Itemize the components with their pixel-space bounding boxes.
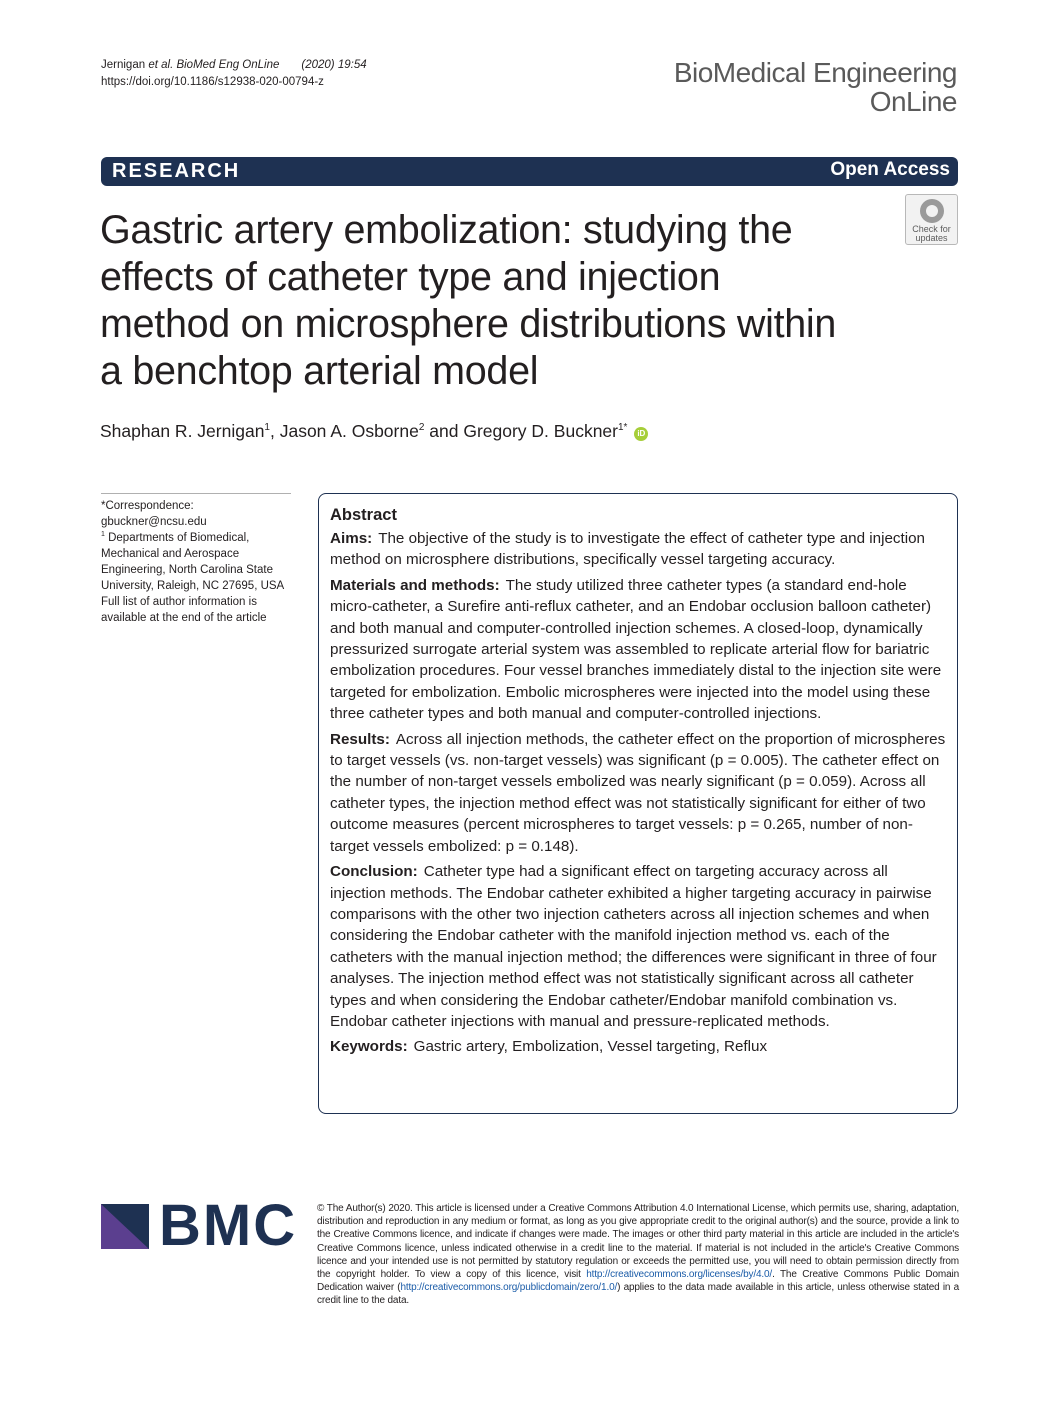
correspondence-sidebar <box>101 493 291 626</box>
author-affiliation-marker: 2 <box>418 422 425 434</box>
public-domain-link[interactable]: http://creativecommons.org/publicdomain/zero/1.0/ <box>400 1282 618 1294</box>
abstract-box <box>318 493 958 1114</box>
abstract-aims: Aims: The objective of the study is to investigate the effect of catheter type and injection method on microsphere distributions, specifically vessel targeting accuracy. <box>330 530 926 569</box>
author-name: Jason A. Osborne <box>279 421 419 441</box>
affiliation: $^1$ Departments of Biomedical, Mechanical and Aerospace Engineering, North Carolina State University, Raleigh, NC 27695, USA <box>101 531 285 592</box>
article-title: Gastric artery embolization: studying the effects of catheter type and injection method on microsphere distributions within a benchtop arterial model <box>100 208 837 393</box>
abstract-keywords: Keywords: Gastric artery, Embolization, Vessel targeting, Reflux <box>330 1038 768 1056</box>
license-link[interactable]: http://creativecommons.org/licenses/by/4.0/ <box>586 1269 773 1281</box>
check-for-updates-label: Check for updates <box>912 224 951 243</box>
author-affiliation-marker: 1* <box>617 422 628 434</box>
author-affiliation-marker: 1 <box>264 422 270 434</box>
abstract-results: Results: Across all injection methods, the catheter effect on the proportion of microspheres to target vessels (vs. non-target vessels) was significant (p = 0.005). The catheter effect on the number of non-target vessels embolized was nearly significant (p = 0.059). Across all catheter types, the injection method effect was not statistically significant for either of two outcome measures (percent microspheres to target vessels: p = 0.265, number of non-target vessels embolized: p = 0.148). <box>330 730 946 855</box>
open-access-label: Open Access <box>830 159 950 180</box>
publisher-logo <box>101 1193 301 1258</box>
article-type: RESEARCH <box>112 160 241 182</box>
correspondence-email[interactable]: gbuckner@ncsu.edu <box>101 516 207 528</box>
publisher-name: BMC <box>159 1193 298 1258</box>
article-type-band <box>101 157 958 186</box>
citation-year-volume: (2020) 19:54 <box>301 59 367 71</box>
journal-name-line2: OnLine <box>869 86 957 117</box>
citation-header <box>101 57 367 91</box>
check-for-updates-icon <box>920 199 944 223</box>
bmc-logo-icon <box>101 1204 149 1249</box>
citation-author: Jernigan <box>101 59 146 71</box>
author-name: Gregory D. Buckner <box>463 421 618 441</box>
author-name: Shaphan R. Jernigan <box>100 421 265 441</box>
journal-name-line1: BioMedical Engineering <box>673 57 957 88</box>
abstract-heading: Abstract <box>330 506 397 524</box>
abstract-conclusion: Conclusion: Catheter type had a significant effect on targeting accuracy across all injection methods. The Endobar catheter exhibited a higher targeting accuracy in pairwise comparisons with the other two injection catheters across all injection schemes and when considering the Endobar catheter with the manifold injection method vs. each of the catheters with the manual injection method; the differences were significant in three of four analyses. The injection method effect was not statistically significant across all catheter types and when considering the Endobar catheter/Endobar manifold combination vs. Endobar catheter injections with manual and pressure-replicated methods. <box>330 863 937 1030</box>
correspondence-label: *Correspondence: <box>101 500 194 512</box>
abstract-methods: Materials and methods: The study utilized three catheter types (a standard end-hole micro-catheter, a Surefire anti-reflux catheter, and an Endobar occlusion balloon catheter) and both manual and computer-controlled injection schemes. A closed-loop, dynamically pressurized surrogate arterial system was assembled to replicate arterial flow for bariatric embolization procedures. Four vessel branches immediately distal to the injection site were targeted for embolization. Embolic microspheres were injected into the model using these three catheter types and both manual and computer-controlled injections. <box>330 576 942 723</box>
doi-link[interactable]: https://doi.org/10.1186/s12938-020-00794-z <box>101 76 324 88</box>
author-info-note: Full list of author information is available at the end of the article <box>101 596 267 624</box>
citation-journal: et al. BioMed Eng OnLine <box>148 59 280 71</box>
journal-name <box>674 58 957 116</box>
author-list: Shaphan R. Jernigan$^1$, Jason A. Osborne$^2$ and Gregory D. Buckner$^{1*}$ iD <box>100 421 648 442</box>
license-text: © The Author(s) 2020. This article is licensed under a Creative Commons Attribution 4.0 International License, which permits use, sharing, adaptation, distribution and reproduction in any medium or format, as long as you give appropriate credit to the original author(s) and the source, provide a link to the Creative Commons licence, and indicate if changes were made. The images or other third party material in this article are included in the article's Creative Commons licence, unless indicated otherwise in a credit line to the material. If material is not included in the article's Creative Commons licence and your intended use is not permitted by statutory regulation or exceeds the permitted use, you will need to obtain permission directly from the copyright holder. To view a copy of this licence, visit http://creativecommons.org/licenses/by/4.0/. The Creative Commons Public Domain Dedication waiver (http://creativecommons.org/publicdomain/zero/1.0/) applies to the data made available in this article, unless otherwise stated in a credit line to the data. <box>317 1203 959 1307</box>
citation-line <box>101 57 367 74</box>
check-for-updates-button[interactable] <box>905 194 958 245</box>
orcid-icon[interactable]: iD <box>634 427 648 441</box>
